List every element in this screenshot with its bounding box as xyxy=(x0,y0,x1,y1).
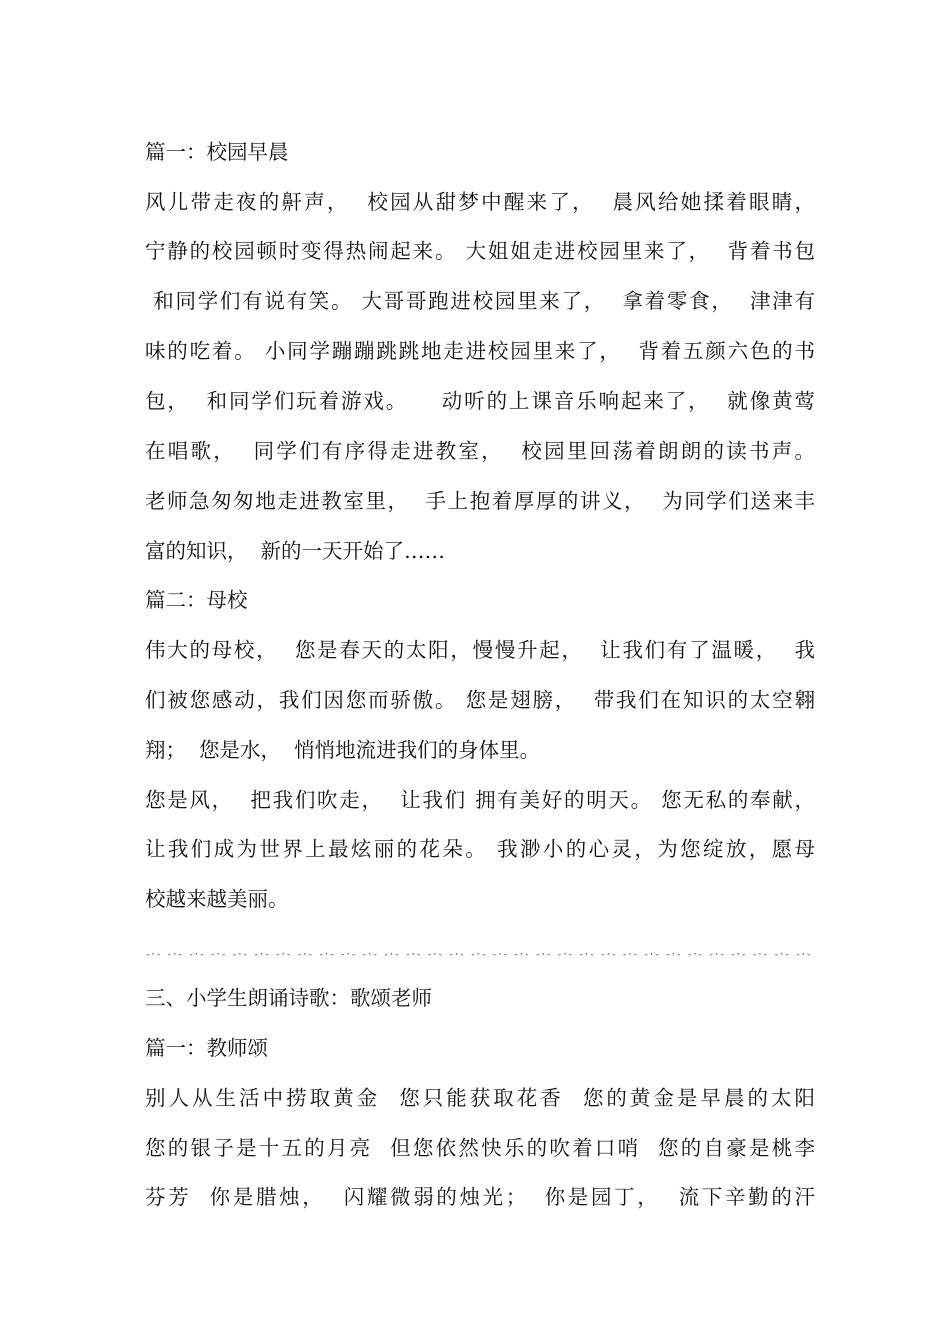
text-line: 伟大的母校， 您是春天的太阳，慢慢升起， 让我们有了温暖， 我 xyxy=(145,638,815,662)
text-line: 富的知识， 新的一天开始了…… xyxy=(145,539,446,563)
section-divider: -·- -·- -·- -·- -·- -·- -·- -·- -·- -·- -·- -·- -·- -·- -·- -·- -·- -·- -·- -·- -·- -·- -·- -·- -·- -·- -·- -·- -·- -·- -·- xyxy=(145,950,812,960)
text-line: 们被您感动，我们因您而骄傲。 您是翅膀， 带我们在知识的太空翱 xyxy=(145,688,815,712)
text-line: 让我们成为世界上最炫丽的花朵。 我渺小的心灵，为您绽放，愿母 xyxy=(145,837,815,861)
text-line: 包， 和同学们玩着游戏。 动听的上课音乐响起来了， 就像黄莺 xyxy=(145,389,815,413)
heading-ode-to-teachers: 篇一：教师颂 xyxy=(145,1036,268,1060)
text-line: 别人从生活中捞取黄金 您只能获取花香 您的黄金是早晨的太阳 xyxy=(145,1086,815,1110)
text-line: 您的银子是十五的月亮 但您依然快乐的吹着口哨 您的自豪是桃李 xyxy=(145,1136,815,1160)
text-line: 和同学们有说有笑。 大哥哥跑进校园里来了， 拿着零食， 津津有 xyxy=(145,289,815,313)
text-line: 风儿带走夜的鼾声， 校园从甜梦中醒来了， 晨风给她揉着眼睛， xyxy=(145,190,815,214)
text-line: 翔； 您是水， 悄悄地流进我们的身体里。 xyxy=(145,738,541,762)
text-line: 在唱歌， 同学们有序得走进教室， 校园里回荡着朗朗的读书声。 xyxy=(145,439,815,463)
text-line: 老师急匆匆地走进教室里， 手上抱着厚厚的讲义， 为同学们送来丰 xyxy=(145,489,815,513)
text-line: 您是风， 把我们吹走， 让我们 拥有美好的明天。 您无私的奉献， xyxy=(145,788,815,812)
text-line: 校越来越美丽。 xyxy=(145,887,289,911)
text-line: 味的吃着。 小同学蹦蹦跳跳地走进校园里来了， 背着五颜六色的书 xyxy=(145,339,815,363)
heading-school-morning: 篇一：校园早晨 xyxy=(145,140,289,164)
heading-alma-mater: 篇二：母校 xyxy=(145,588,248,612)
section-heading-praise-teachers: 三、小学生朗诵诗歌：歌颂老师 xyxy=(145,986,432,1010)
text-line: 宁静的校园顿时变得热闹起来。 大姐姐走进校园里来了， 背着书包 xyxy=(145,239,815,263)
text-line: 芬芳 你是腊烛， 闪耀微弱的烛光； 你是园丁， 流下辛勤的汗 xyxy=(145,1185,815,1209)
